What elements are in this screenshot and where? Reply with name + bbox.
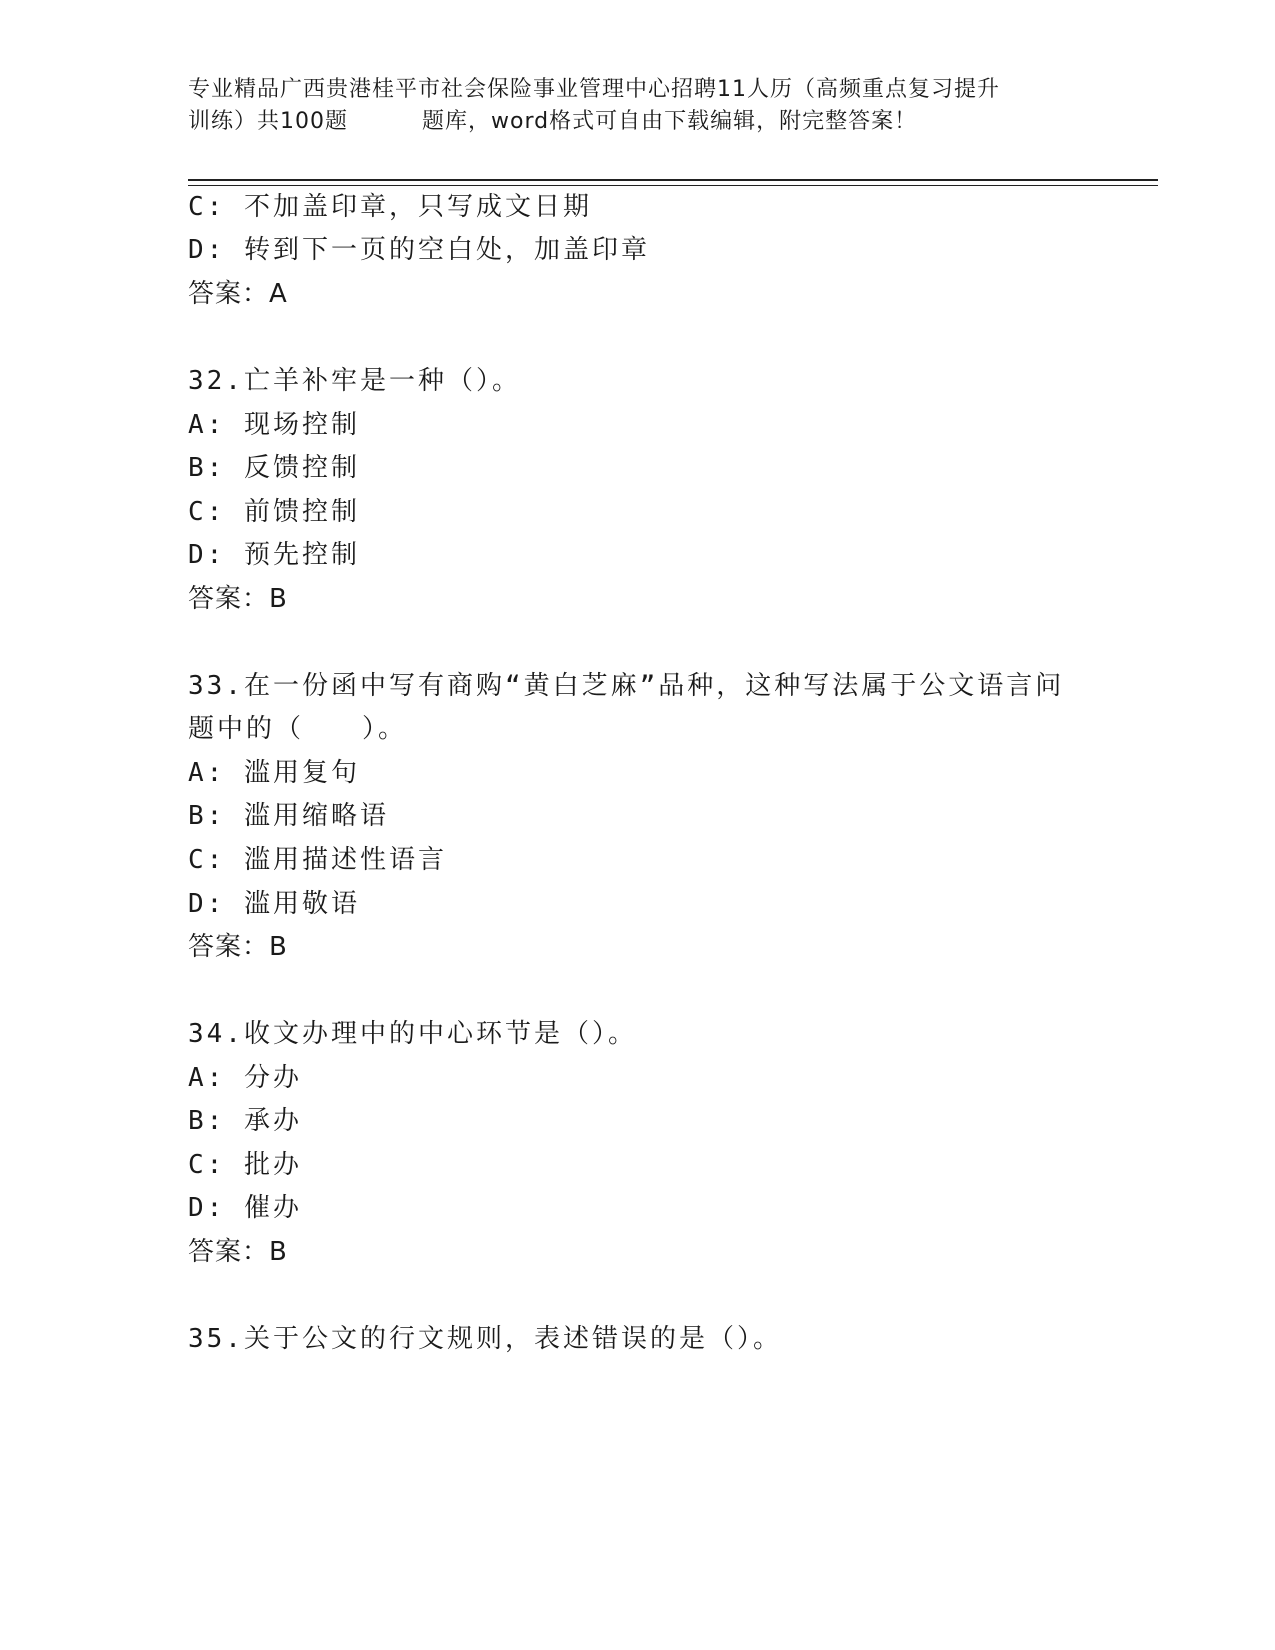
question-34-option-a: A: 分办 — [188, 1063, 302, 1093]
question-34-option-c: C: 批办 — [188, 1150, 302, 1180]
question-33-option-d: D: 滥用敬语 — [188, 889, 360, 919]
question-32-stem: 32.亡羊补牢是一种（）。 — [188, 366, 521, 396]
question-32-option-a: A: 现场控制 — [188, 410, 360, 440]
header-line-2-part-2: 题库，word格式可自由下载编辑，附完整答案！ — [422, 109, 918, 134]
question-33-stem-line-1: 33.在一份函中写有商购“黄白芝麻”品种，这种写法属于公文语言问 — [188, 671, 1065, 701]
question-34-option-d: D: 催办 — [188, 1193, 302, 1223]
header-line-2-part-1: 训练）共100题 — [188, 109, 348, 134]
prev-option-c: C: 不加盖印章，只写成文日期 — [188, 192, 592, 222]
question-34-stem: 34.收文办理中的中心环节是（）。 — [188, 1019, 637, 1049]
question-32-option-c: C: 前馈控制 — [188, 497, 360, 527]
question-33-stem-line-2: 题中的（ ）。 — [188, 714, 408, 744]
prev-option-d: D: 转到下一页的空白处，加盖印章 — [188, 235, 650, 265]
question-32-option-d: D: 预先控制 — [188, 540, 360, 570]
header-line-1: 专业精品广西贵港桂平市社会保险事业管理中心招聘11人历（高频重点复习提升 — [188, 77, 1000, 102]
header-line-2 — [188, 106, 1088, 138]
question-33-answer: 答案：B — [188, 932, 288, 962]
question-34-option-b: B: 承办 — [188, 1106, 302, 1136]
question-33-option-c: C: 滥用描述性语言 — [188, 845, 447, 875]
document-header — [188, 74, 1088, 138]
question-35-stem: 35.关于公文的行文规则，表述错误的是（）。 — [188, 1324, 782, 1354]
question-34-answer: 答案：B — [188, 1237, 288, 1267]
header-divider-thick — [188, 179, 1158, 181]
prev-answer: 答案：A — [188, 279, 288, 309]
question-32-option-b: B: 反馈控制 — [188, 453, 360, 483]
question-32-answer: 答案：B — [188, 584, 288, 614]
question-33-option-b: B: 滥用缩略语 — [188, 801, 389, 831]
question-33-option-a: A: 滥用复句 — [188, 758, 360, 788]
